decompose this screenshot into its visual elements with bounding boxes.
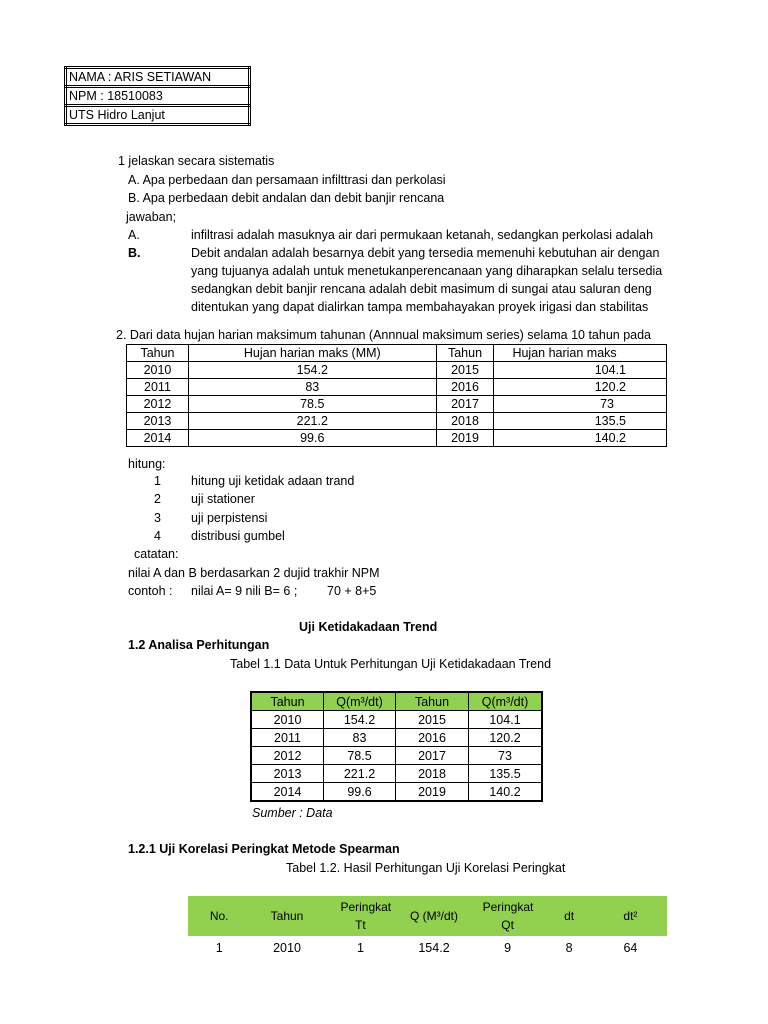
cell: 78.5 xyxy=(188,396,436,413)
cell: 73 xyxy=(494,396,667,413)
cell: 83 xyxy=(324,729,396,747)
cell: 2011 xyxy=(251,729,324,747)
table-row xyxy=(251,747,542,765)
q1-part-b: B. Apa perbedaan debit andalan dan debit banjir rencana xyxy=(128,191,445,205)
table1-caption: Tabel 1.1 Data Untuk Perhitungan Uji Ketidakadaan Trend xyxy=(230,657,552,671)
q1-title: 1 jelaskan secara sistematis xyxy=(118,154,275,168)
table2-caption: Tabel 1.2. Hasil Perhitungan Uji Korelasi Peringkat xyxy=(286,861,566,875)
cell: 78.5 xyxy=(324,747,396,765)
cell: 2018 xyxy=(436,413,494,430)
answer-a-label: A. xyxy=(128,228,140,242)
table-header-row xyxy=(251,692,542,711)
table-row xyxy=(188,936,667,960)
table-row xyxy=(251,711,542,729)
q2-title: 2. Dari data hujan harian maksimum tahunan (Annnual maksimum series) selama 10 tahun pada xyxy=(116,328,652,342)
table-row xyxy=(251,765,542,783)
hitung-label: hitung: xyxy=(128,457,166,471)
rank-correlation-table xyxy=(188,896,667,960)
contoh-label: contoh : xyxy=(128,584,173,598)
table-row xyxy=(251,783,542,802)
cell: 104.1 xyxy=(494,362,667,379)
cell: 2015 xyxy=(436,362,494,379)
table-header-row xyxy=(127,345,667,362)
cell: 120.2 xyxy=(494,379,667,396)
cell: 2015 xyxy=(396,711,469,729)
col-header: Tahun xyxy=(250,896,323,936)
source-note: Sumber : Data xyxy=(252,806,333,820)
cell: 2012 xyxy=(127,396,189,413)
cell: 2017 xyxy=(396,747,469,765)
col-header: Tahun xyxy=(396,692,469,711)
task-number: 1 xyxy=(154,474,161,488)
task-text: hitung uji ketidak adaan trand xyxy=(191,474,355,488)
cell: 120.2 xyxy=(469,729,543,747)
answer-b-label: B. xyxy=(128,246,141,260)
name-cell: NAMA : ARIS SETIAWAN xyxy=(66,68,250,87)
cell: 73 xyxy=(469,747,543,765)
cell: 64 xyxy=(623,941,638,955)
answer-b-line: sedangkan debit banjir rencana adalah debit masimum di sungai atau saluran deng xyxy=(191,282,652,296)
col-header: Tahun xyxy=(436,345,494,362)
section-subtitle: 1.2 Analisa Perhitungan xyxy=(128,638,270,652)
exam-cell: UTS Hidro Lanjut xyxy=(66,106,250,125)
cell: 2019 xyxy=(396,783,469,802)
contoh-calc: 70 + 8+5 xyxy=(327,584,377,598)
cell: 2013 xyxy=(127,413,189,430)
trend-data-table xyxy=(250,691,543,802)
cell: 99.6 xyxy=(324,783,396,802)
cell: 2013 xyxy=(251,765,324,783)
table-row xyxy=(127,396,667,413)
task-text: distribusi gumbel xyxy=(191,529,285,543)
cell: 221.2 xyxy=(188,413,436,430)
cell: 99.6 xyxy=(188,430,436,447)
cell: 2010 xyxy=(251,711,324,729)
task-number: 3 xyxy=(154,511,161,525)
cell: 221.2 xyxy=(324,765,396,783)
note-text: nilai A dan B berdasarkan 2 dujid trakhir NPM xyxy=(128,566,380,580)
contoh-text: nilai A= 9 nili B= 6 ; xyxy=(191,584,298,598)
table-header-row xyxy=(188,896,667,936)
col-header: No. xyxy=(188,896,250,936)
answer-b-line: ditentukan yang dapat dialirkan tampa membahayakan proyek irigasi dan stabilitas xyxy=(191,300,649,314)
cell: 154.2 xyxy=(324,711,396,729)
cell: 2016 xyxy=(396,729,469,747)
col-header: Tahun xyxy=(251,692,324,711)
answer-b-line: Debit andalan adalah besarnya debit yang tersedia memenuhi kebutuhan air dengan xyxy=(191,246,660,260)
cell: 1 xyxy=(356,941,364,955)
cell: 2019 xyxy=(436,430,494,447)
cell: 2016 xyxy=(436,379,494,396)
rainfall-table xyxy=(126,344,667,447)
cell: 104.1 xyxy=(469,711,543,729)
cell: 2018 xyxy=(396,765,469,783)
cell: 140.2 xyxy=(469,783,543,802)
col-header: Hujan harian maks xyxy=(494,345,667,362)
task-text: uji stationer xyxy=(191,492,255,506)
task-text: uji perpistensi xyxy=(191,511,268,525)
col-header: Peringkat Qt xyxy=(471,896,545,936)
answer-a-text: infiltrasi adalah masuknya air dari permukaan ketanah, sedangkan perkolasi adalah xyxy=(191,228,654,242)
col-header: dt² xyxy=(594,896,667,936)
table-row xyxy=(127,379,667,396)
col-header: Peringkat Tt xyxy=(324,896,397,936)
catatan-label: catatan: xyxy=(134,547,179,561)
table-row xyxy=(251,729,542,747)
cell: 2017 xyxy=(436,396,494,413)
col-header: Tahun xyxy=(127,345,189,362)
npm-cell: NPM : 18510083 xyxy=(66,87,250,106)
answer-b-line: yang tujuanya adalah untuk menetukanperencanaan yang diharapkan selalu tersedia xyxy=(191,264,663,278)
table-row xyxy=(127,430,667,447)
col-header: Q(m³/dt) xyxy=(469,692,543,711)
col-header: Hujan harian maks (MM) xyxy=(188,345,436,362)
cell: 2010 xyxy=(127,362,189,379)
cell: 2012 xyxy=(251,747,324,765)
cell: 83 xyxy=(188,379,436,396)
cell: 135.5 xyxy=(494,413,667,430)
table-row xyxy=(127,413,667,430)
cell: 140.2 xyxy=(494,430,667,447)
cell: 135.5 xyxy=(469,765,543,783)
subsection-title: 1.2.1 Uji Korelasi Peringkat Metode Spearman xyxy=(128,842,400,856)
table-row xyxy=(127,362,667,379)
cell: 9 xyxy=(504,941,512,955)
cell: 2010 xyxy=(273,941,301,955)
cell: 154.2 xyxy=(418,941,450,955)
q1-part-a: A. Apa perbedaan dan persamaan infilttrasi dan perkolasi xyxy=(128,173,446,187)
task-number: 4 xyxy=(154,529,161,543)
cell: 2014 xyxy=(127,430,189,447)
cell: 2011 xyxy=(127,379,189,396)
col-header: Q (M³/dt) xyxy=(397,896,471,936)
cell: 1 xyxy=(215,941,223,955)
jawaban-label: jawaban; xyxy=(126,210,177,224)
cell: 2014 xyxy=(251,783,324,802)
col-header: Q(m³/dt) xyxy=(324,692,396,711)
task-number: 2 xyxy=(154,492,161,506)
cell: 8 xyxy=(565,941,573,955)
cell: 154.2 xyxy=(188,362,436,379)
section-title: Uji Ketidakadaan Trend xyxy=(299,620,438,634)
col-header: dt xyxy=(544,896,593,936)
